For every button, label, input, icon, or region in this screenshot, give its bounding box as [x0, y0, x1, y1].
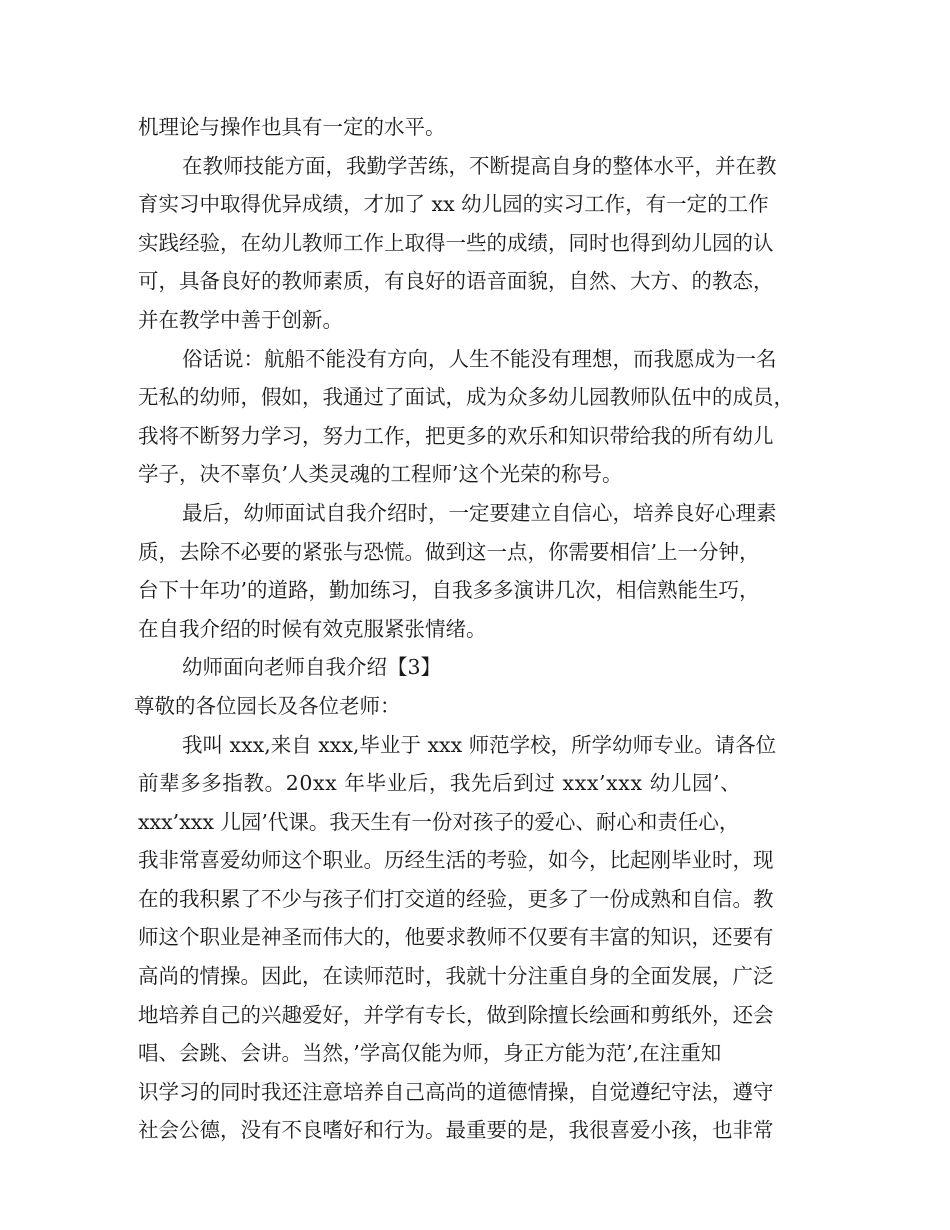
text-line: 台下十年功’的道路，勤加练习，自我多多演讲几次，相信熟能生巧， — [138, 578, 760, 603]
text-line: 育实习中取得优异成绩，才加了 xx 幼儿园的实习工作，有一定的工作 — [138, 192, 769, 217]
text-line: 质，去除不必要的紧张与恐慌。做到这一点，你需要相信’上一分钟， — [138, 539, 760, 564]
text-line: 尊敬的各位园长及各位老师： — [134, 693, 401, 718]
text-line: 机理论与操作也具有一定的水平。 — [138, 115, 446, 139]
text-line: 幼师面向老师自我介绍【3】 — [182, 655, 442, 680]
text-line: 在自我介绍的时候有效克服紧张情绪。 — [138, 616, 487, 641]
text-line: 并在教学中善于创新。 — [138, 307, 343, 332]
text-line: 我叫 xxx,来自 xxx,毕业于 xxx 师范学校，所学幼师专业。请各位 — [182, 732, 777, 757]
text-line: 最后，幼师面试自我介绍时，一定要建立自信心，培养良好心理素 — [182, 500, 777, 525]
text-line: 高尚的情操。因此，在读师范时，我就十分注重自身的全面发展，广泛 — [138, 964, 774, 989]
text-line: 无私的幼师，假如，我通过了面试，成为众多幼儿园教师队伍中的成员， — [138, 385, 794, 410]
text-line: 在的我积累了不少与孩子们打交道的经验，更多了一份成熟和自信。教 — [138, 886, 774, 911]
text-line: xxx’xxx 儿园’代课。我天生有一份对孩子的爱心、耐心和责任心， — [138, 809, 740, 834]
text-line: 实践经验，在幼儿教师工作上取得一些的成绩，同时也得到幼儿园的认 — [138, 230, 774, 255]
text-line: 识学习的同时我还注意培养自己高尚的道德情操，自觉遵纪守法，遵守 — [138, 1079, 774, 1104]
text-line: 我将不断努力学习，努力工作，把更多的欢乐和知识带给我的所有幼儿 — [138, 423, 774, 448]
text-line: 前辈多多指教。20xx 年毕业后，我先后到过 xxx’xxx 幼儿园’、 — [138, 771, 742, 796]
text-line: 在教师技能方面，我勤学苦练，不断提高自身的整体水平，并在教 — [182, 153, 777, 178]
text-line: 师这个职业是神圣而伟大的，他要求教师不仅要有丰富的知识，还要有 — [138, 925, 774, 950]
document-body — [134, 108, 818, 1150]
text-line: 唱、会跳、会讲。当然，’学高仅能为师，身正方能为范’,在注重知 — [138, 1041, 722, 1066]
text-line: 社会公德，没有不良嗜好和行为。最重要的是，我很喜爱小孩，也非常 — [138, 1118, 774, 1143]
text-line: 学子，决不辜负’人类灵魂的工程师’这个光荣的称号。 — [138, 462, 623, 487]
text-line: 俗话说：航船不能没有方向，人生不能没有理想，而我愿成为一名 — [182, 346, 777, 371]
text-line: 地培养自己的兴趣爱好，并学有专长，做到除擅长绘画和剪纸外，还会 — [138, 1002, 774, 1027]
text-line: 可，具备良好的教师素质，有良好的语音面貌，自然、大方、的教态， — [138, 269, 774, 294]
text-line: 我非常喜爱幼师这个职业。历经生活的考验，如今，比起刚毕业时，现 — [138, 848, 774, 873]
